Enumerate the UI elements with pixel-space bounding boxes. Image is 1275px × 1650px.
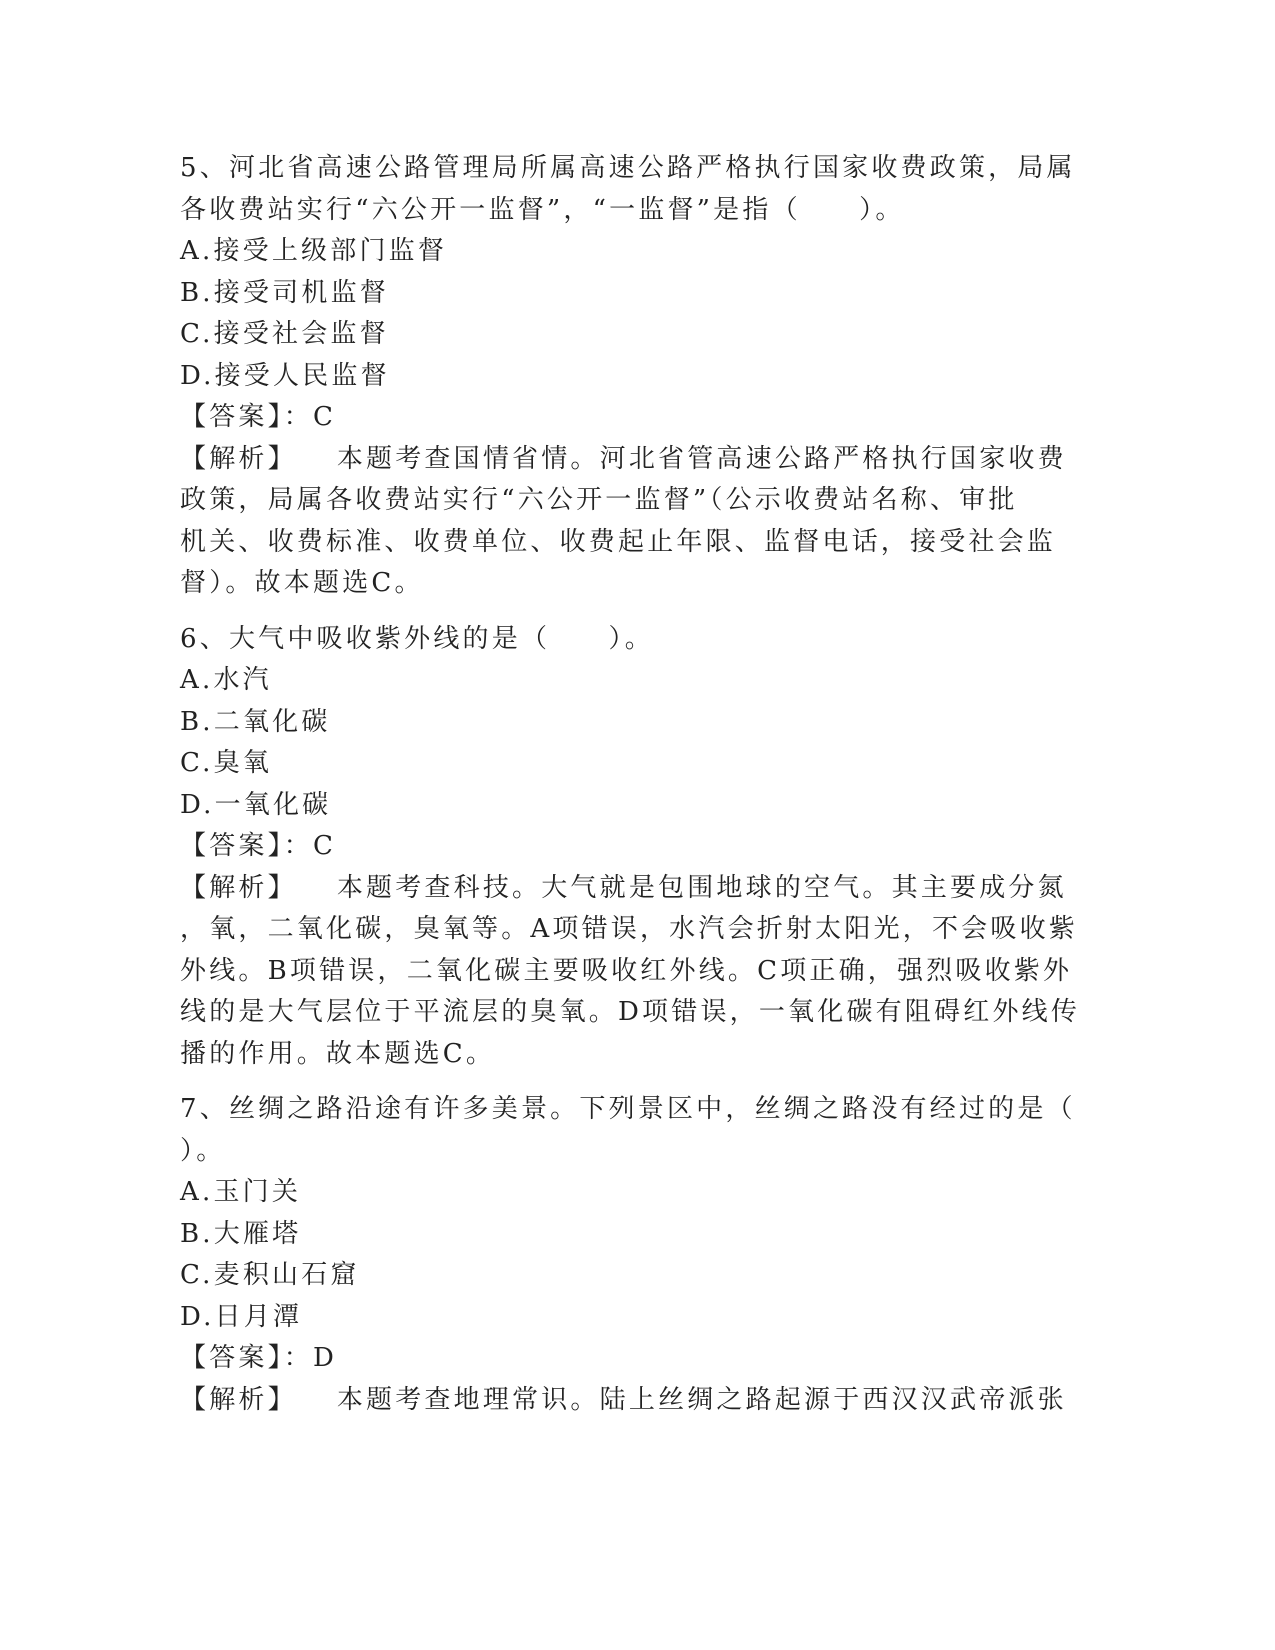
option-a: A.水汽 [180,665,272,695]
option-c: C.麦积山石窟 [180,1260,360,1290]
answer-value: C [313,402,337,432]
answer-value: D [313,1343,338,1373]
analysis-line: 外线。B项错误，二氧化碳主要吸收红外线。C项正确，强烈吸收紫外 [180,955,1073,986]
question-6 [180,619,1080,1076]
question-stem-line: 5、河北省高速公路管理局所属高速公路严格执行国家收费政策，局属 [180,153,1076,183]
analysis-line [180,439,1080,481]
question-7 [180,1089,1080,1421]
document-page [180,148,1080,1421]
answer-line [180,397,1080,439]
option-b: B.二氧化碳 [180,706,331,737]
analysis-line: 机关、收费标准、收费单位、收费起止年限、监督电话，接受社会监 [180,526,1057,557]
analysis-line: ，氧，二氧化碳，臭氧等。A项错误，水汽会折射太阳光，不会吸收紫 [180,914,1078,944]
question-stem-line: ）。 [180,1135,226,1166]
analysis-label: 【解析】 [180,443,297,474]
answer-label: 【答案】： [180,402,314,432]
option-a: A.玉门关 [180,1177,302,1207]
option-c: C.接受社会监督 [180,319,389,349]
option-c: C.臭氧 [180,748,273,778]
analysis-line: 督）。故本题选C。 [180,568,424,598]
answer-line [180,826,1080,868]
answer-line [180,1338,1080,1380]
analysis-line: 线的是大气层位于平流层的臭氧。D项错误，一氧化碳有阻碍红外线传 [180,997,1081,1027]
option-d: D.日月潭 [180,1301,303,1332]
option-a: A.接受上级部门监督 [180,236,448,266]
analysis-text: 本题考查地理常识。陆上丝绸之路起源于西汉汉武帝派张 [336,1384,1067,1415]
analysis-line [180,1380,1080,1422]
analysis-text: 本题考查科技。大气就是包围地球的空气。其主要成分氮 [336,872,1067,903]
option-d: D.一氧化碳 [180,789,332,820]
option-d: D.接受人民监督 [180,360,390,391]
question-stem-line: 7、丝绸之路沿途有许多美景。下列景区中，丝绸之路没有经过的是（ [180,1094,1076,1124]
analysis-label: 【解析】 [180,1384,297,1415]
analysis-line: 政策，局属各收费站实行“六公开一监督”（公示收费站名称、审批 [180,485,1018,515]
answer-value: C [313,831,337,861]
answer-label: 【答案】： [180,831,314,861]
question-stem-line: 6、大气中吸收紫外线的是（ ）。 [180,623,654,654]
question-5 [180,148,1080,605]
option-b: B.接受司机监督 [180,277,389,308]
analysis-label: 【解析】 [180,872,297,903]
option-b: B.大雁塔 [180,1218,302,1249]
question-stem-line: 各收费站实行“六公开一监督”，“一监督”是指（ ）。 [180,194,905,225]
analysis-line [180,868,1080,910]
analysis-line: 播的作用。故本题选C。 [180,1038,496,1069]
analysis-text: 本题考查国情省情。河北省管高速公路严格执行国家收费 [336,443,1067,474]
answer-label: 【答案】： [180,1343,314,1373]
